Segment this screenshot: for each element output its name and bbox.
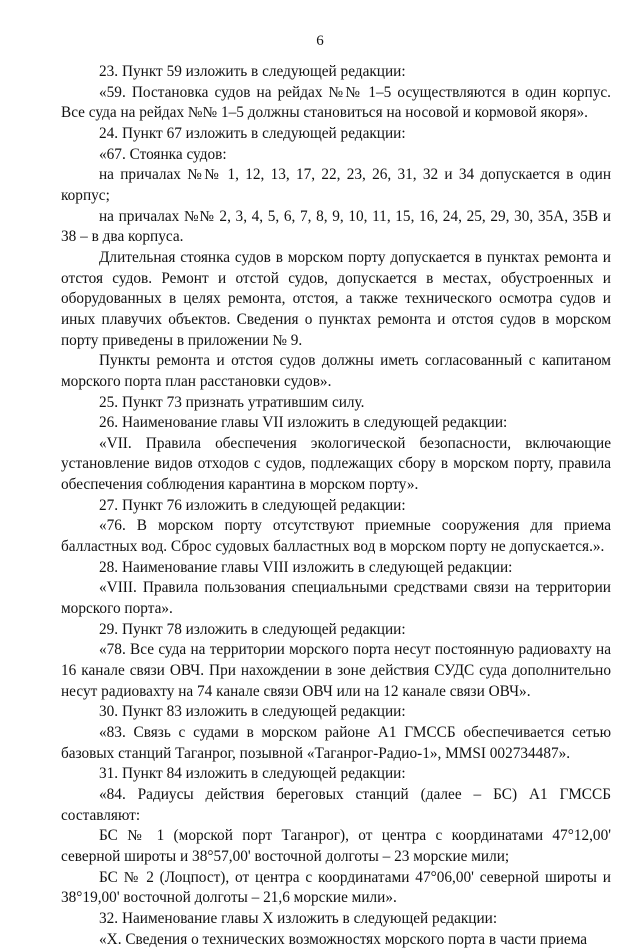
paragraph: «67. Стоянка судов: (99, 145, 227, 163)
paragraph: на причалах №№ 1, 12, 13, 17, 22, 23, 26, 31, 32 и 34 допускается в один корпус; (61, 166, 611, 204)
paragraph: БС № 1 (морской порт Таганрог), от центра с координатами 47°12,00' северной широты и 38°57,00' восточной долготы – 23 морские мили; (61, 827, 611, 865)
paragraph: «76. В морском порту отсутствуют приемные сооружения для приема балластных вод. Сброс судовых балластных вод в морском порту не допускается.». (61, 517, 611, 556)
paragraph: «84. Радиусы действия береговых станций (далее – БС) А1 ГМССБ составляют: (61, 785, 611, 824)
paragraph: 23. Пункт 59 изложить в следующей редакции: (99, 63, 406, 80)
paragraph: «X. Сведения о технических возможностях морского порта в части приема (99, 930, 588, 948)
paragraph: «83. Связь с судами в морском районе А1 ГМССБ обеспечивается сетью базовых станций Таганрог, позывной «Таганрог-Радио-1», MMSI 002734487». (61, 724, 611, 762)
paragraph: «VIII. Правила пользования специальными средствами связи на территории морского порта». (61, 579, 611, 618)
paragraph: 28. Наименование главы VIII изложить в следующей редакции: (99, 558, 513, 576)
paragraph: 32. Наименование главы X изложить в следующей редакции: (99, 909, 498, 927)
paragraph: 26. Наименование главы VII изложить в следующей редакции: (99, 414, 508, 432)
paragraph: 27. Пункт 76 изложить в следующей редакции: (99, 496, 406, 514)
paragraph: «VII. Правила обеспечения экологической безопасности, включающие установление видов отходов с судов, подлежащих сбору в морском порту, правила обеспечения соблюдения карантина в морском порту». (61, 434, 611, 494)
paragraph: 25. Пункт 73 признать утратившим силу. (99, 393, 365, 411)
page-number: 6 (316, 33, 324, 49)
paragraph: БС № 2 (Лоцпост), от центра с координатами 47°06,00' северной широты и 38°19,00' восточной долготы – 21,6 морские мили». (61, 868, 611, 907)
paragraph: 29. Пункт 78 изложить в следующей редакции: (99, 620, 406, 638)
paragraph: 30. Пункт 83 изложить в следующей редакции: (99, 703, 406, 721)
paragraph: на причалах №№ 2, 3, 4, 5, 6, 7, 8, 9, 10, 11, 15, 16, 24, 25, 29, 30, 35А, 35В и 38 – в два корпуса. (61, 207, 611, 246)
paragraph: Длительная стоянка судов в морском порту допускается в пунктах ремонта и отстоя судов. Ремонт и отстой судов, допускается в местах, обустроенных и оборудованных в целях ремонта, отстоя, а также технического осмотра судов и иных плавучих объектов. Сведения о пунктах ремонта и отстоя судов в морском порту приведены в приложении № 9. (61, 248, 611, 349)
paragraph: «59. Постановка судов на рейдах №№ 1–5 осуществляются в один корпус. Все суда на рейдах №№ 1–5 должны становиться на носовой и кормовой якоря». (61, 83, 611, 122)
paragraph: «78. Все суда на территории морского порта несут постоянную радиовахту на 16 канале связи ОВЧ. При нахождении в зоне действия СУДС суда дополнительно несут радиовахту на 74 канале связи ОВЧ или на 12 канале связи ОВЧ». (61, 641, 611, 700)
paragraph: Пункты ремонта и отстоя судов должны иметь согласованный с капитаном морского порта план расстановки судов». (61, 352, 611, 390)
paragraph: 24. Пункт 67 изложить в следующей редакции: (99, 124, 406, 142)
document-body (61, 62, 611, 950)
paragraph: 31. Пункт 84 изложить в следующей редакции: (99, 765, 406, 783)
